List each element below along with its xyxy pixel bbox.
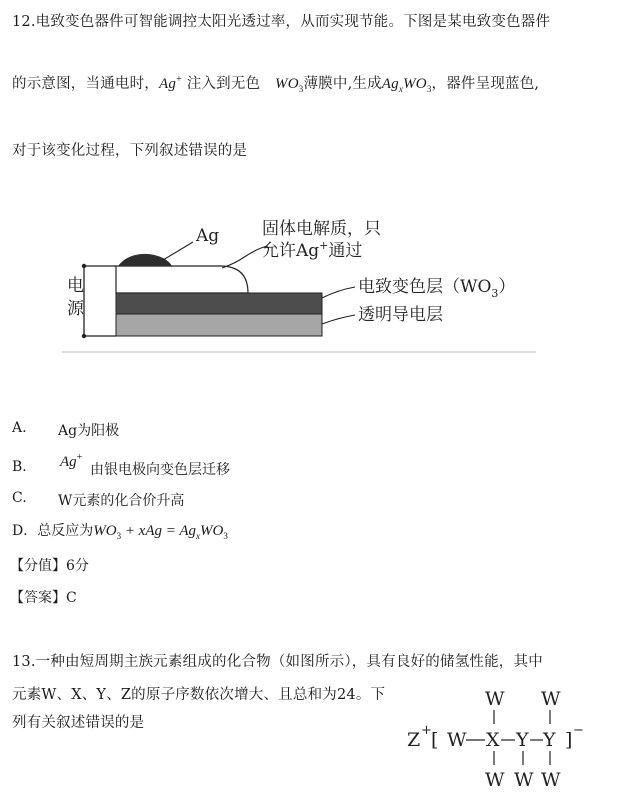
ag-ion-formula: Ag+ xyxy=(159,74,182,92)
wo3-layer-label: 电致变色层$(WO_3)$ xyxy=(358,277,516,300)
electrochromic-device-diagram xyxy=(0,0,619,360)
atom-y-1: Y xyxy=(516,729,529,751)
atom-w-bottom-3: W xyxy=(541,769,561,791)
bracket-open: [ xyxy=(431,729,439,751)
electrolyte-label-1: 固体电解质，只 xyxy=(262,219,381,239)
wo3-formula: $WO_3$ xyxy=(275,76,304,94)
option-d[interactable] xyxy=(12,520,228,541)
q12-line-2-part-b: 注入到无色 xyxy=(186,76,261,92)
answer: 【答案】C xyxy=(10,590,77,606)
electrolyte-label-2: 允许Ag+通过 xyxy=(262,239,363,261)
option-c[interactable] xyxy=(12,490,185,509)
option-a-text: Ag为阳极 xyxy=(58,423,120,439)
bracket-close: ] xyxy=(565,729,573,751)
q13-line-3: 列有关叙述错误的是 xyxy=(12,715,145,731)
power-label-1: 电 xyxy=(67,276,84,296)
ag-label: Ag xyxy=(196,226,220,246)
atom-x: X xyxy=(486,729,500,751)
circuit-wire xyxy=(84,266,116,336)
anion-charge: − xyxy=(573,723,584,738)
conductive-layer-label: 透明导电层 xyxy=(358,305,443,325)
q13-line-2: 元素W、X、Y、Z的原子序数依次增大、且总和为24。下 xyxy=(12,687,386,703)
q13-line-1: 13.一种由短周期主族元素组成的化合物（如图所示），具有良好的储氢性能，其中 xyxy=(12,654,543,670)
atom-w-bottom-1: W xyxy=(485,769,505,791)
q12-line-2-part-d: ，器件呈现蓝色, xyxy=(431,76,540,92)
agxwo3-formula: $Ag_xWO_3$ xyxy=(381,76,432,94)
option-b[interactable] xyxy=(12,452,230,478)
option-b-ag-ion: Ag+ xyxy=(60,452,83,470)
option-c-text: W元素的化合价升高 xyxy=(58,493,185,509)
option-a[interactable] xyxy=(12,420,120,439)
atom-w-left: W xyxy=(447,729,467,751)
option-d-equation: $WO_3$ + xAg = $Ag_xWO_3$ xyxy=(93,523,228,541)
atom-y-2: Y xyxy=(543,729,556,751)
option-b-text: 由银电极向变色层迁移 xyxy=(90,462,230,478)
cation-z: Z xyxy=(407,729,421,751)
option-d-prefix: D．总反应为 xyxy=(12,523,94,539)
q12-line-3: 对于该变化过程，下列叙述错误的是 xyxy=(12,143,248,159)
transparent-conductive-layer xyxy=(116,314,322,336)
option-a-letter: A. xyxy=(12,420,27,436)
atom-w-top-left: W xyxy=(485,688,505,710)
q12-line-2-part-c: 薄膜中,生成 xyxy=(303,76,382,92)
atom-w-bottom-2: W xyxy=(514,769,534,791)
option-b-letter: B. xyxy=(12,459,27,475)
electrochromic-layer xyxy=(116,293,322,314)
hydrogen-storage-structure xyxy=(405,683,605,799)
option-c-letter: C. xyxy=(12,490,27,506)
solid-electrolyte xyxy=(116,266,248,293)
score: 【分值】6分 xyxy=(10,558,89,574)
power-label-2: 源 xyxy=(67,299,84,319)
atom-w-top-right: W xyxy=(541,688,561,710)
cation-charge: + xyxy=(421,723,432,738)
q12-line-1: 12.电致变色器件可智能调控太阳光透过率，从而实现节能。下图是某电致变色器件 xyxy=(12,14,551,30)
q12-line-2-part-a: 的示意图，当通电时， xyxy=(12,76,159,92)
